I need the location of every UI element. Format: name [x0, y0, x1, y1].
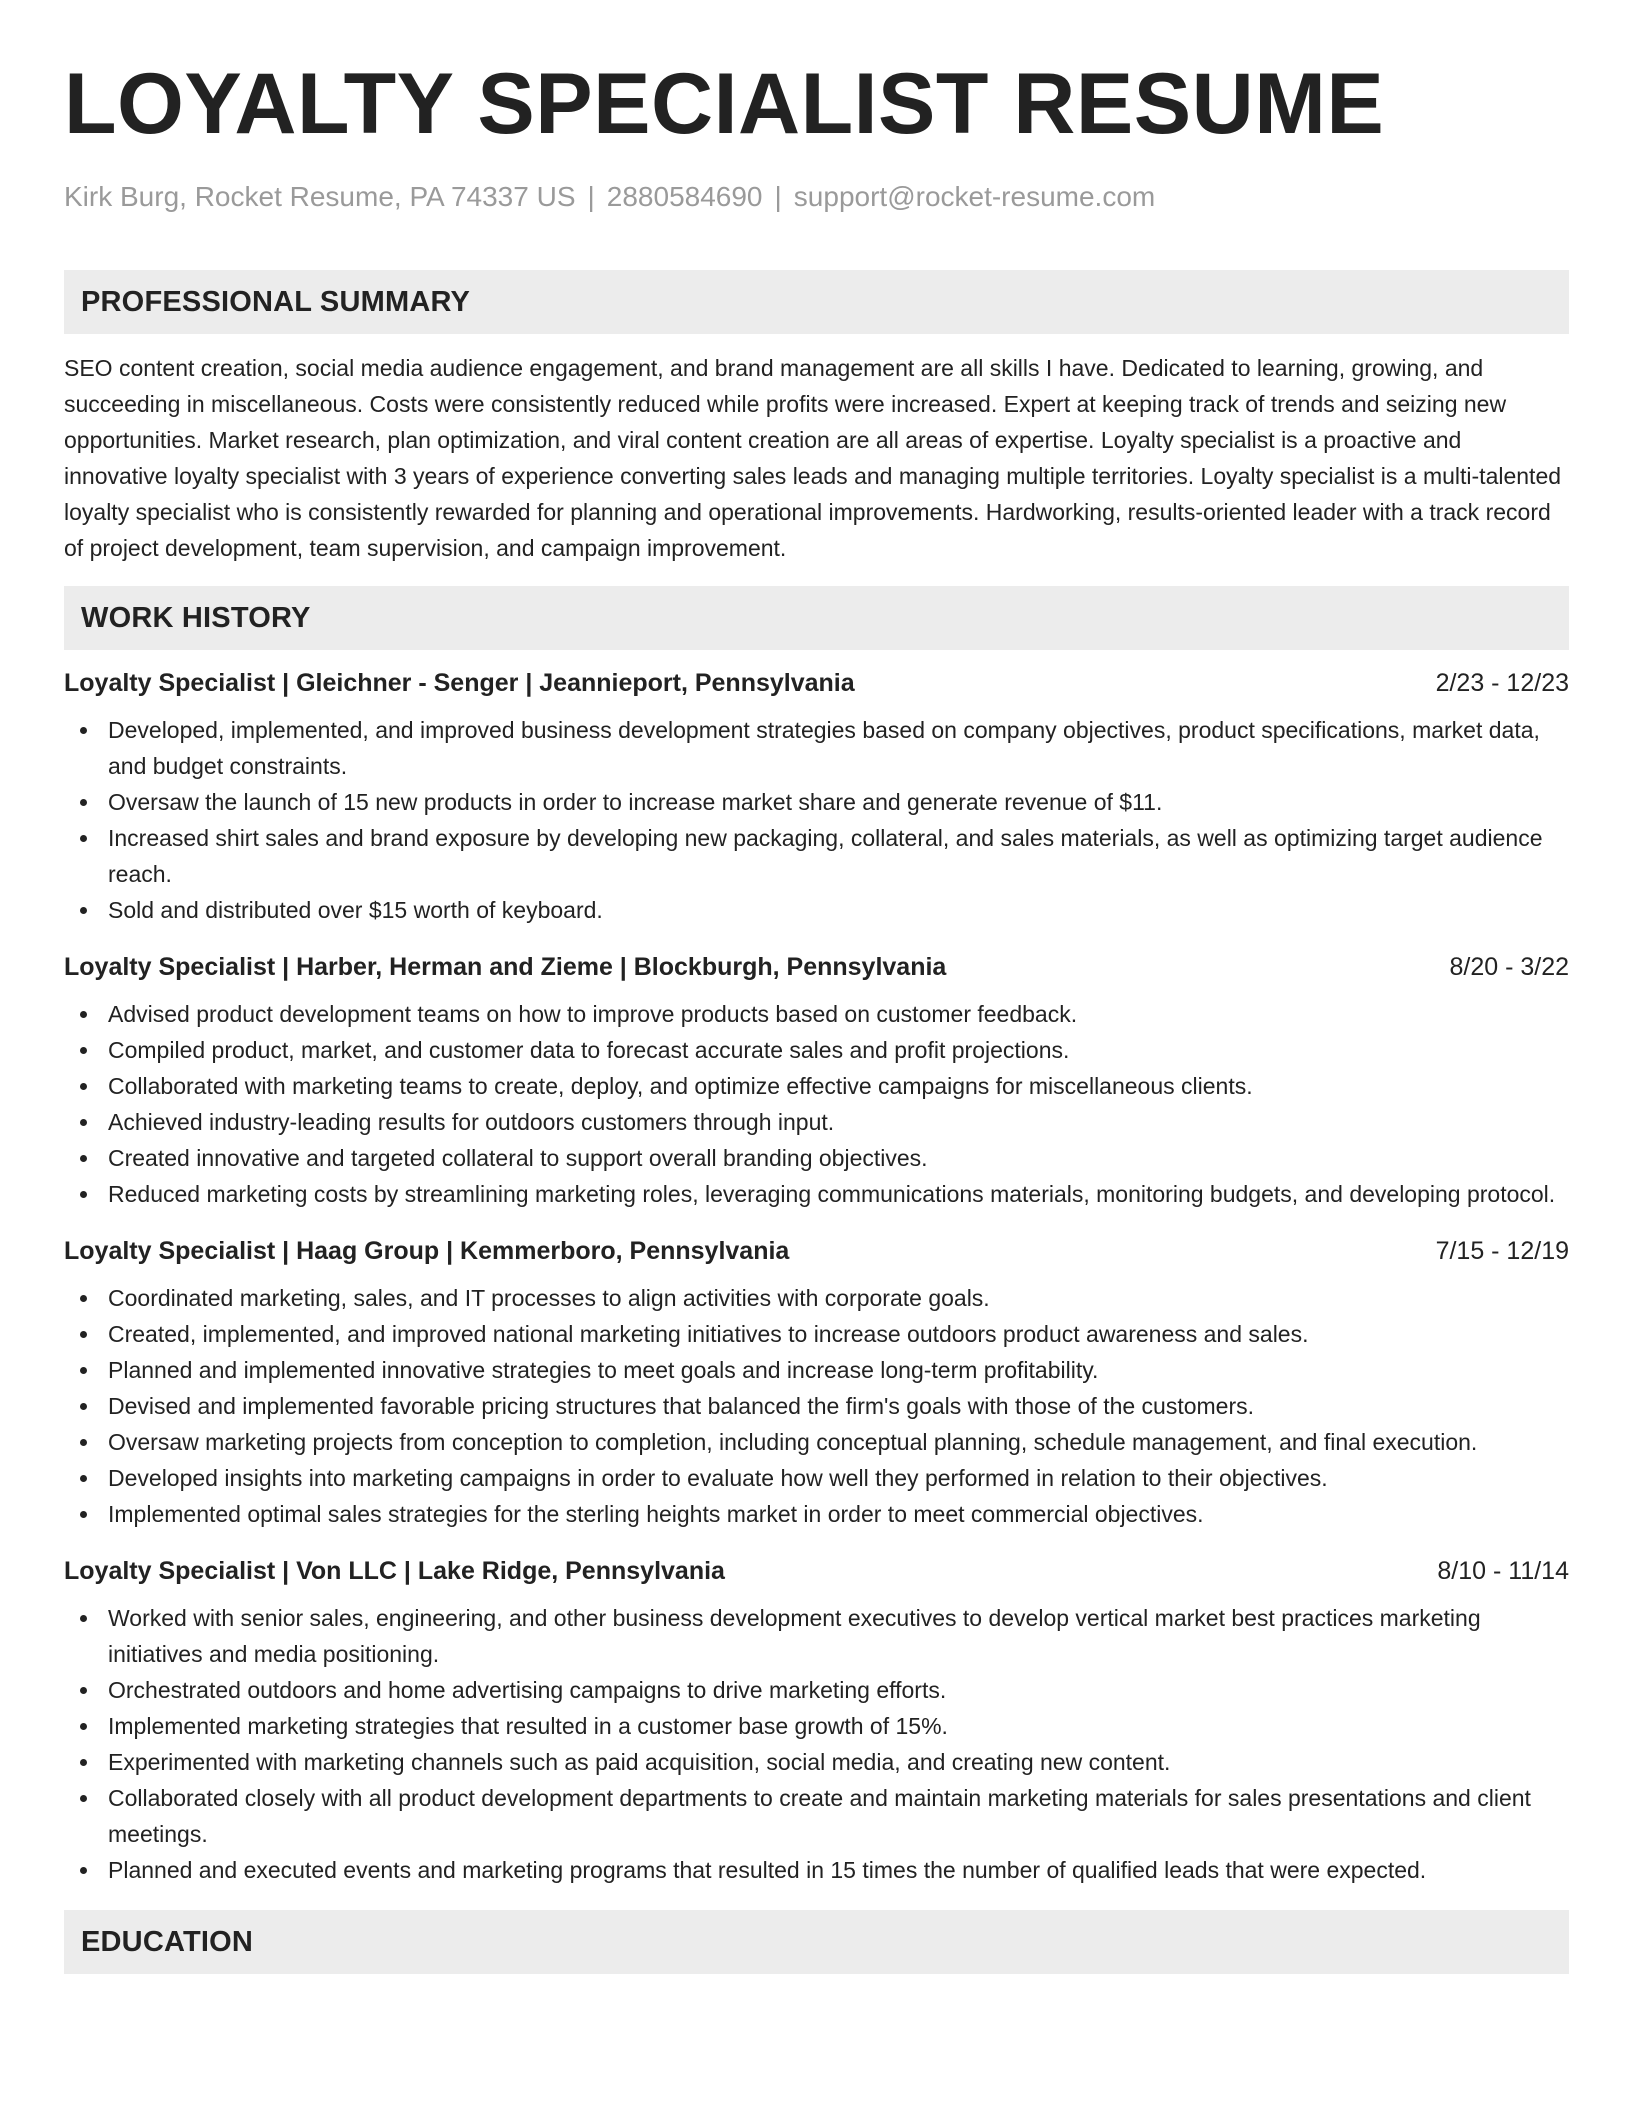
section-heading-work-history: WORK HISTORY: [64, 586, 1569, 650]
job-bullet: Sold and distributed over $15 worth of keyboard.: [64, 892, 1569, 928]
job-bullet: Created, implemented, and improved national marketing initiatives to increase outdoors product awareness and sales.: [64, 1316, 1569, 1352]
job-title: Loyalty Specialist | Von LLC | Lake Ridge, Pennsylvania: [64, 1557, 725, 1585]
summary-paragraph: SEO content creation, social media audience engagement, and brand management are all skills I have. Dedicated to learning, growing, and succeeding in miscellaneous. Costs were consistently reduced while profits were increased. Expert at keeping track of trends and seizing new opportunities. Market research, plan optimization, and viral content creation are all areas of expertise. Loyalty specialist is a proactive and innovative loyalty specialist with 3 years of experience converting sales leads and managing multiple territories. Loyalty specialist is a multi-talented loyalty specialist who is consistently rewarded for planning and operational improvements. Hardworking, results-oriented leader with a track record of project development, team supervision, and campaign improvement.: [64, 355, 1562, 561]
job-bullet-list: [64, 712, 1569, 928]
job-bullet-list: [64, 1280, 1569, 1532]
job-entry: [64, 1554, 1569, 1888]
contact-phone: 2880584690: [606, 181, 763, 212]
job-dates: 2/23 - 12/23: [1435, 669, 1569, 697]
contact-address: Kirk Burg, Rocket Resume, PA 74337 US: [64, 181, 576, 212]
job-bullet: Planned and executed events and marketing programs that resulted in 15 times the number of qualified leads that were expected.: [64, 1852, 1569, 1888]
job-dates: 7/15 - 12/19: [1435, 1237, 1569, 1265]
job-bullet: Developed insights into marketing campaigns in order to evaluate how well they performed in relation to their objectives.: [64, 1460, 1569, 1496]
contact-email: support@rocket-resume.com: [793, 181, 1156, 212]
job-bullet: Coordinated marketing, sales, and IT processes to align activities with corporate goals.: [64, 1280, 1569, 1316]
job-title: Loyalty Specialist | Gleichner - Senger | Jeannieport, Pennsylvania: [64, 669, 855, 697]
job-title: Loyalty Specialist | Haag Group | Kemmerboro, Pennsylvania: [64, 1237, 790, 1265]
job-header: [64, 666, 1569, 700]
job-dates: 8/10 - 11/14: [1437, 1557, 1569, 1585]
job-dates: 8/20 - 3/22: [1449, 953, 1569, 981]
job-bullet-list: [64, 996, 1569, 1212]
job-bullet: Compiled product, market, and customer data to forecast accurate sales and profit projections.: [64, 1032, 1569, 1068]
contact-separator: |: [774, 181, 782, 212]
section-heading-education: EDUCATION: [64, 1910, 1569, 1974]
job-bullet: Achieved industry-leading results for outdoors customers through input.: [64, 1104, 1569, 1140]
job-entry: [64, 666, 1569, 928]
section-heading-summary: PROFESSIONAL SUMMARY: [64, 270, 1569, 334]
job-bullet: Experimented with marketing channels such as paid acquisition, social media, and creating new content.: [64, 1744, 1569, 1780]
job-header: [64, 1554, 1569, 1588]
job-bullet: Collaborated with marketing teams to create, deploy, and optimize effective campaigns for miscellaneous clients.: [64, 1068, 1569, 1104]
job-bullet: Oversaw marketing projects from conception to completion, including conceptual planning, schedule management, and final execution.: [64, 1424, 1569, 1460]
job-bullet: Reduced marketing costs by streamlining marketing roles, leveraging communications materials, monitoring budgets, and developing protocol.: [64, 1176, 1569, 1212]
job-bullet: Devised and implemented favorable pricing structures that balanced the firm's goals with those of the customers.: [64, 1388, 1569, 1424]
job-header: [64, 1234, 1569, 1268]
job-bullet: Planned and implemented innovative strategies to meet goals and increase long-term profitability.: [64, 1352, 1569, 1388]
job-header: [64, 950, 1569, 984]
resume-title: LOYALTY SPECIALIST RESUME: [64, 56, 1385, 152]
job-bullet: Worked with senior sales, engineering, and other business development executives to develop vertical market best practices marketing initiatives and media positioning.: [64, 1600, 1569, 1672]
contact-line: [64, 180, 1569, 214]
job-entry: [64, 1234, 1569, 1532]
job-bullet: Orchestrated outdoors and home advertising campaigns to drive marketing efforts.: [64, 1672, 1569, 1708]
job-bullet: Developed, implemented, and improved business development strategies based on company objectives, product specifications, market data, and budget constraints.: [64, 712, 1569, 784]
job-title: Loyalty Specialist | Harber, Herman and Zieme | Blockburgh, Pennsylvania: [64, 953, 947, 981]
job-bullet: Created innovative and targeted collateral to support overall branding objectives.: [64, 1140, 1569, 1176]
job-bullet: Increased shirt sales and brand exposure by developing new packaging, collateral, and sales materials, as well as optimizing target audience reach.: [64, 820, 1569, 892]
job-bullet: Implemented marketing strategies that resulted in a customer base growth of 15%.: [64, 1708, 1569, 1744]
job-bullet: Advised product development teams on how to improve products based on customer feedback.: [64, 996, 1569, 1032]
job-bullet: Collaborated closely with all product development departments to create and maintain marketing materials for sales presentations and client meetings.: [64, 1780, 1569, 1852]
job-bullet-list: [64, 1600, 1569, 1888]
job-bullet: Oversaw the launch of 15 new products in order to increase market share and generate revenue of $11.: [64, 784, 1569, 820]
work-history-list: [64, 666, 1569, 1888]
job-entry: [64, 950, 1569, 1212]
job-bullet: Implemented optimal sales strategies for the sterling heights market in order to meet commercial objectives.: [64, 1496, 1569, 1532]
contact-separator: |: [587, 181, 595, 212]
